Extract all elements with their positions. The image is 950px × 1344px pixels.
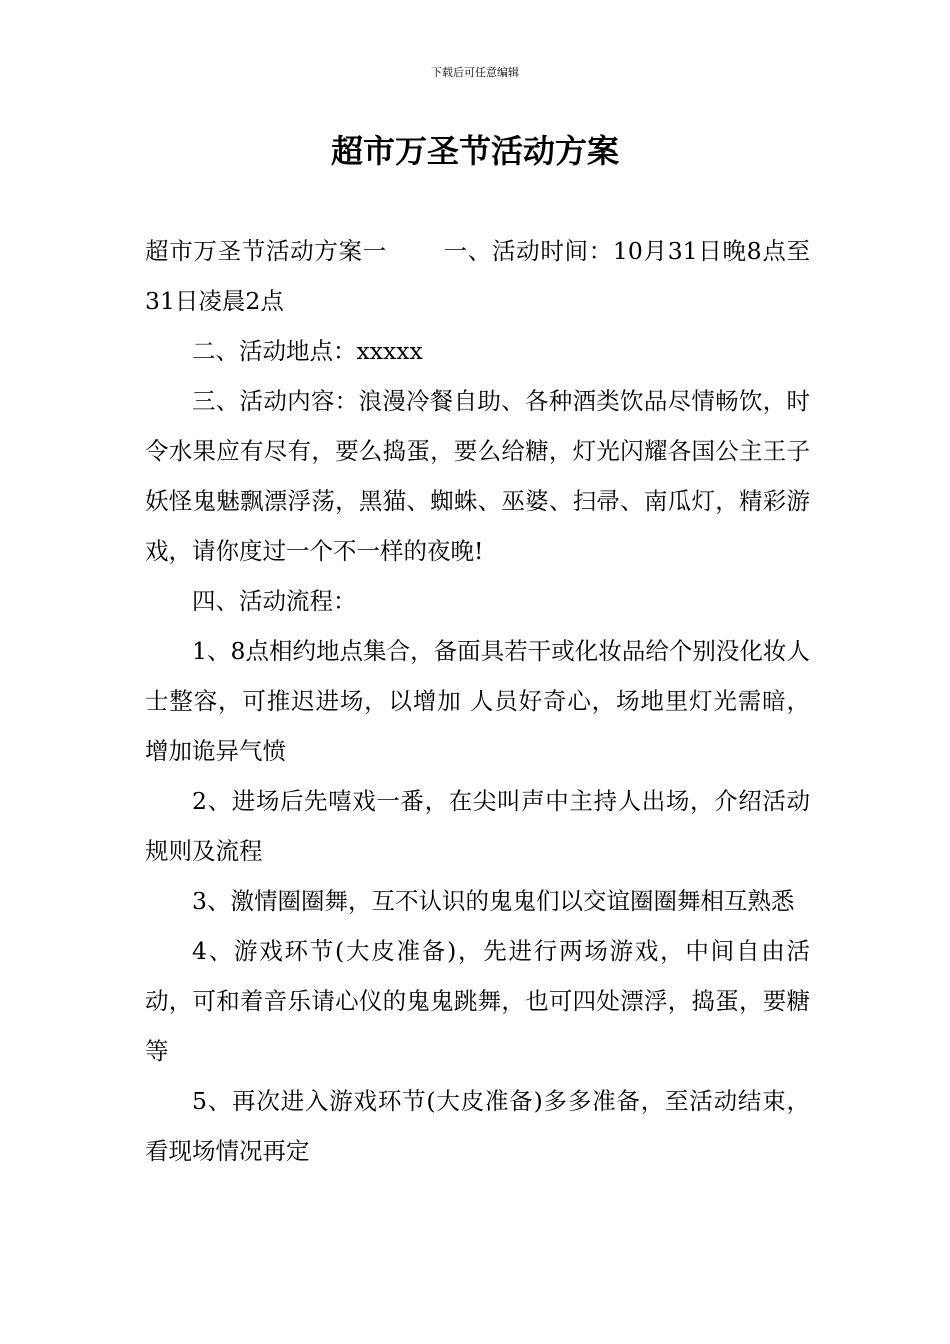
intro-paragraph	[145, 226, 810, 326]
paragraph-location: 二、活动地点：xxxxx	[192, 337, 423, 365]
paragraph-process-heading: 四、活动流程：	[192, 587, 357, 615]
paragraph-step-4: 4、游戏环节(大皮准备)，先进行两场游戏，中间自由活动，可和着音乐请心仪的鬼鬼跳舞，也可四处漂浮，捣蛋，要糖等	[145, 937, 810, 1065]
document-title: 超市万圣节活动方案	[330, 132, 619, 170]
paragraph-step-1: 1、8点相约地点集合，备面具若干或化妆品给个别没化妆人士整容，可推迟进场，以增加 人员好奇心，场地里灯光需暗，增加诡异气愤	[145, 637, 810, 765]
header-note: 下载后可任意编辑	[431, 66, 519, 79]
paragraph-step-5: 5、再次进入游戏环节(大皮准备)多多准备，至活动结束，看现场情况再定	[145, 1087, 810, 1165]
intro-lead: 超市万圣节活动方案一	[145, 237, 387, 265]
document-body	[145, 226, 810, 1176]
paragraph-step-3: 3、激情圈圈舞，互不认识的鬼鬼们以交谊圈圈舞相互熟悉	[192, 887, 795, 915]
paragraph-content: 三、活动内容：浪漫冷餐自助、各种酒类饮品尽情畅饮，时令水果应有尽有，要么捣蛋，要么给糖，灯光闪耀各国公主王子妖怪鬼魅飘漂浮荡，黑猫、蜘蛛、巫婆、扫帚、南瓜灯，精彩游戏，请你度过一个不一样的夜晚!	[145, 387, 810, 565]
intro-rest: 一、活动时间：10月31日晚8点至31日凌晨2点	[145, 237, 811, 315]
paragraph-step-2: 2、进场后先嘻戏一番，在尖叫声中主持人出场，介绍活动规则及流程	[145, 787, 810, 865]
